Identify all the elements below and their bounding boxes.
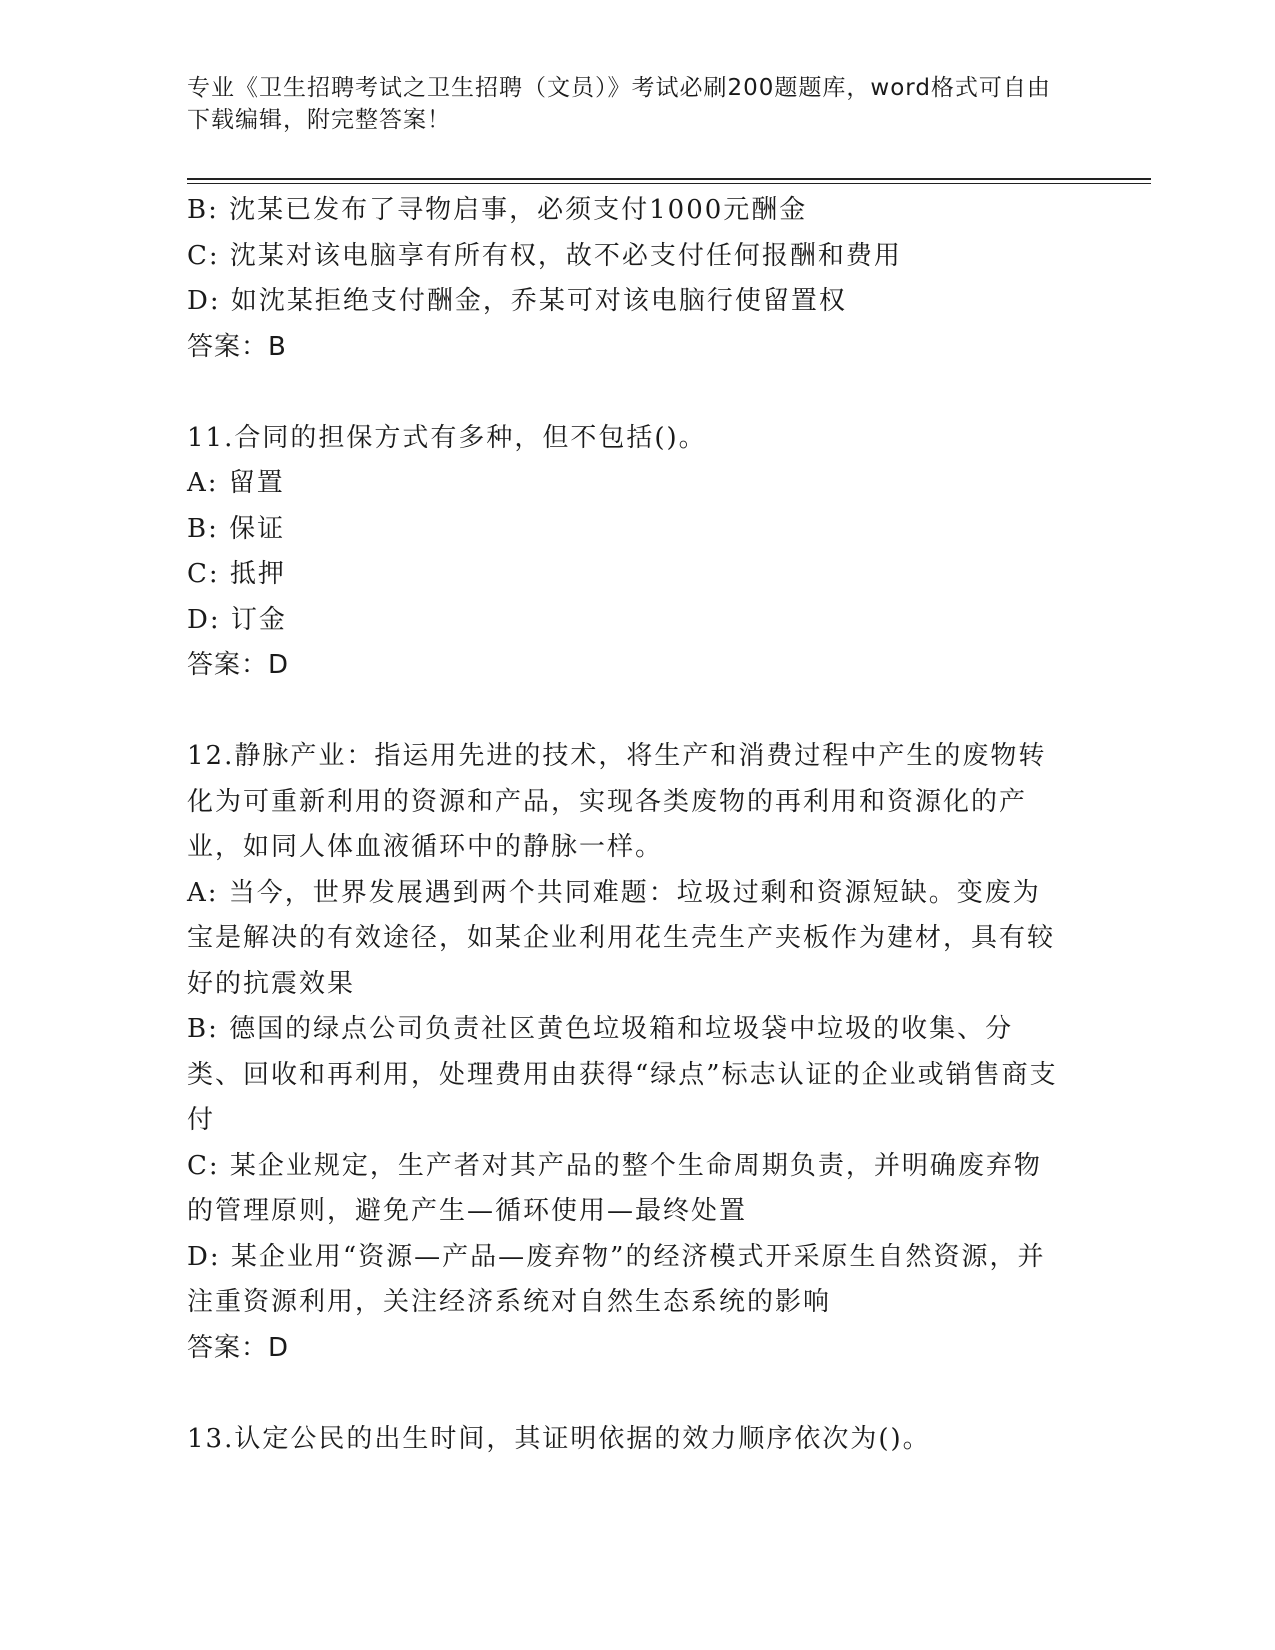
question-12-option-d: D: 某企业用“资源—产品—废弃物”的经济模式开采原生自然资源，并注重资源利用，关注经济系统对自然生态系统的影响 (187, 1241, 1046, 1317)
question-12-option-a: A: 当今，世界发展遇到两个共同难题：垃圾过剩和资源短缺。变废为宝是解决的有效途径，如某企业利用花生壳生产夹板作为建材，具有较好的抗震效果 (187, 877, 1056, 999)
answer: 答案：B (187, 331, 287, 362)
spacer (187, 370, 1067, 416)
question-11-answer: 答案：D (187, 650, 290, 680)
question-12-stem: 12.静脉产业：指运用先进的技术，将生产和消费过程中产生的废物转化为可重新利用的资源和产品，实现各类废物的再利用和资源化的产业，如同人体血液循环中的静脉一样。 (187, 741, 1047, 862)
question-12-option-b: B: 德国的绿点公司负责社区黄色垃圾箱和垃圾袋中垃圾的收集、分类、回收和再利用，处理费用由获得“绿点”标志认证的企业或销售商支付 (187, 1014, 1058, 1135)
spacer (187, 689, 1067, 735)
header-rule-thick (187, 178, 1151, 180)
option-b: B: 沈某已发布了寻物启事，必须支付1000元酬金 (187, 195, 808, 225)
question-11-option-b: B: 保证 (187, 513, 286, 544)
question-12-answer: 答案：D (187, 1332, 290, 1363)
option-d: D: 如沈某拒绝支付酬金，乔某可对该电脑行使留置权 (187, 286, 847, 316)
question-11-stem: 11.合同的担保方式有多种，但不包括()。 (187, 422, 707, 453)
document-header: 专业《卫生招聘考试之卫生招聘（文员）》考试必刷200题题库，word格式可自由下载编辑，附完整答案！ (187, 75, 1051, 133)
question-11-option-d: D: 订金 (187, 604, 287, 635)
header-rule-thin (187, 183, 1151, 184)
spacer (187, 1371, 1067, 1417)
question-11-option-a: A: 留置 (187, 468, 285, 498)
question-13-stem: 13.认定公民的出生时间，其证明依据的效力顺序依次为()。 (187, 1423, 931, 1454)
option-c: C: 沈某对该电脑享有所有权，故不必支付任何报酬和费用 (187, 240, 902, 271)
question-12-option-c: C: 某企业规定，生产者对其产品的整个生命周期负责，并明确废弃物的管理原则，避免产生—循环使用—最终处置 (187, 1150, 1042, 1226)
question-content (187, 188, 1067, 1462)
question-11-option-c: C: 抵押 (187, 559, 286, 589)
